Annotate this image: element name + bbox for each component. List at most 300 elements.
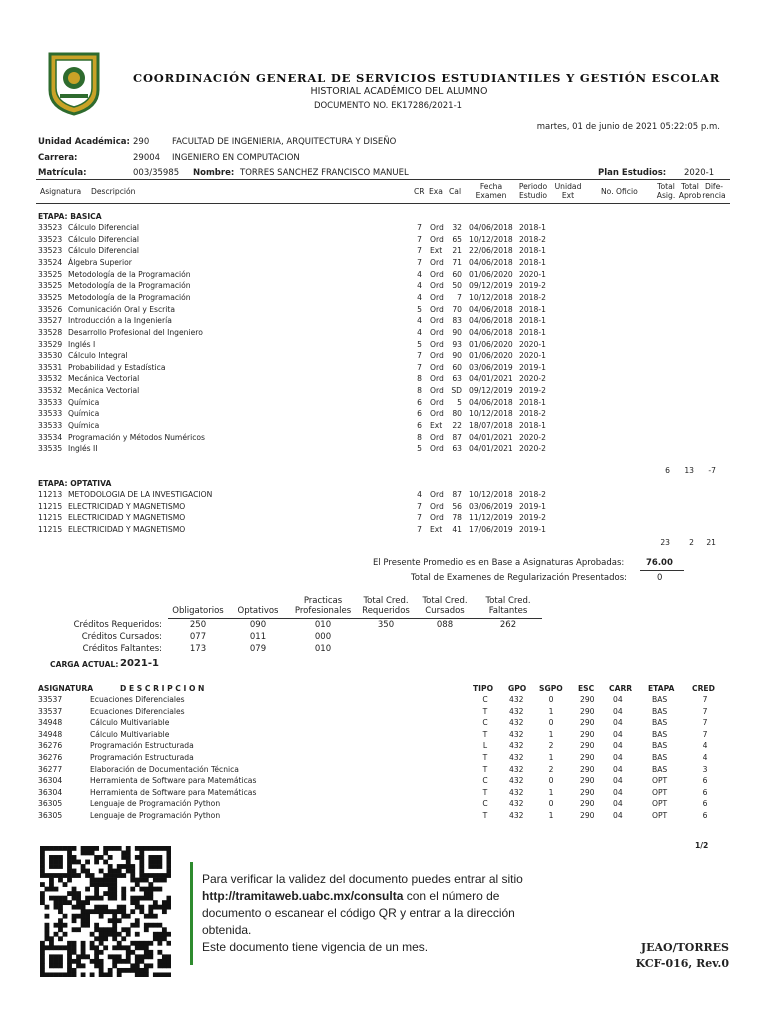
col-diferencia: Dife- rencia [702, 182, 726, 200]
cell-cred: 7 [702, 695, 708, 704]
matricula-value: 003/35985 [133, 168, 180, 178]
cell-code: 36276 [38, 753, 63, 762]
carga-h-carr: CARR [609, 684, 633, 693]
cell-cal: 56 [452, 501, 462, 511]
cell-carr: 04 [613, 799, 623, 809]
cell-descripcion: METODOLOGIA DE LA INVESTIGACION [68, 490, 213, 499]
cred-total-faltantes: 262 [499, 620, 517, 630]
carrera-name: INGENIERO EN COMPUTACION [172, 153, 300, 163]
cell-esc: 290 [580, 799, 595, 809]
cell-cred: 6 [702, 811, 708, 820]
cred-fal-opt: 079 [249, 644, 267, 654]
cell-descripcion: Metodología de la Programación [68, 269, 191, 279]
cred-h-cursados: Total Cred. Cursados [422, 596, 468, 616]
table-row [0, 340, 768, 352]
cell-fecha: 10/12/2018 [469, 292, 513, 302]
cell-sgpo: 0 [548, 799, 554, 809]
cell-cr: 7 [417, 501, 422, 511]
cell-descripcion: Comunicación Oral y Escrita [68, 304, 176, 314]
cell-exa: Ord [430, 281, 444, 291]
cell-periodo: 2018-1 [519, 421, 546, 431]
cell-cr: 6 [417, 421, 422, 431]
cell-sgpo: 1 [548, 787, 554, 797]
table-row [0, 788, 768, 800]
cell-periodo: 2018-1 [519, 304, 546, 314]
cell-sgpo: 0 [548, 718, 554, 728]
regularizacion-label: Total de Examenes de Regularización Presentados: [411, 573, 628, 583]
cell-sgpo: 1 [548, 811, 554, 820]
cell-code: 36305 [38, 811, 63, 820]
cell-carr: 04 [613, 718, 623, 728]
cell-esc: 290 [580, 718, 595, 728]
table-row [0, 707, 768, 719]
cell-descripcion: Cálculo Multivariable [90, 729, 170, 739]
table-row [0, 444, 768, 456]
table-row [0, 525, 768, 537]
cell-exa: Ord [430, 316, 444, 326]
cell-cr: 7 [417, 362, 422, 372]
cell-sgpo: 2 [548, 764, 554, 774]
cell-esc: 290 [580, 787, 595, 797]
cell-periodo: 2018-1 [519, 246, 546, 256]
carga-h-etapa: ETAPA [648, 684, 675, 693]
cell-etapa: BAS [652, 729, 668, 739]
cred-fal-oblig: 173 [189, 644, 207, 654]
cell-tipo: T [482, 729, 488, 739]
cell-carr: 04 [613, 741, 623, 751]
col-periodo: Periodo Estudio [518, 182, 548, 200]
table-row [0, 695, 768, 707]
cell-tipo: C [482, 776, 488, 786]
col-cr: CR [414, 187, 425, 196]
cell-esc: 290 [580, 776, 595, 786]
cell-cal: 71 [452, 257, 462, 267]
cell-fecha: 04/06/2018 [469, 316, 513, 326]
cell-descripcion: Herramienta de Software para Matemáticas [90, 776, 257, 786]
cell-code: 33533 [38, 409, 63, 419]
promedio-label: El Presente Promedio es en Base a Asignaturas Aprobadas: [373, 558, 625, 568]
document-subtitle: HISTORIAL ACADÉMICO DEL ALUMNO [310, 86, 488, 97]
cell-descripcion: Inglés I [68, 339, 96, 349]
cred-h-practicas: Practicas Profesionales [294, 596, 352, 616]
carrera-label: Carrera: [38, 153, 78, 163]
cell-descripcion: Metodología de la Programación [68, 292, 191, 302]
cell-exa: Ord [430, 257, 444, 267]
cell-descripcion: Química [68, 397, 100, 407]
cell-descripcion: Lenguaje de Programación Python [90, 811, 221, 820]
cell-fecha: 17/06/2019 [469, 524, 513, 534]
unidad-code: 290 [133, 137, 150, 147]
cell-descripcion: Química [68, 421, 100, 431]
cell-esc: 290 [580, 764, 595, 774]
cell-descripcion: Cálculo Multivariable [90, 718, 170, 728]
table-row [0, 409, 768, 421]
table-row [0, 351, 768, 363]
cell-carr: 04 [613, 753, 623, 762]
cell-cal: 80 [452, 409, 462, 419]
form-code: KCF-016, Rev.0 [635, 957, 729, 970]
document-number: DOCUMENTO NO. EK17286/2021-1 [313, 101, 463, 111]
cred-fal-label: Créditos Faltantes: [82, 644, 162, 654]
cell-carr: 04 [613, 764, 623, 774]
cell-exa: Ord [430, 339, 444, 349]
cell-periodo: 2019-2 [519, 386, 546, 396]
cell-esc: 290 [580, 695, 595, 704]
cell-periodo: 2019-1 [519, 362, 546, 372]
creditos-rule [168, 618, 542, 619]
cell-code: 33532 [38, 374, 63, 384]
cell-periodo: 2018-2 [519, 234, 546, 244]
cred-req-opt: 090 [249, 620, 267, 630]
col-exa: Exa [429, 187, 443, 196]
cell-descripcion: ELECTRICIDAD Y MAGNETISMO [68, 513, 186, 523]
etapa-optativa-label: ETAPA: OPTATIVA [38, 479, 112, 488]
cell-carr: 04 [613, 706, 623, 716]
cell-descripcion: Programación y Métodos Numéricos [68, 432, 206, 442]
cell-gpo: 432 [509, 764, 524, 774]
cell-gpo: 432 [509, 741, 524, 751]
cell-exa: Ord [430, 304, 444, 314]
cred-req-label: Créditos Requeridos: [73, 620, 162, 630]
cred-h-obligatorios: Obligatorios [172, 606, 224, 616]
cell-periodo: 2019-2 [519, 513, 546, 523]
unidad-name: FACULTAD DE INGENIERIA, ARQUITECTURA Y DISEÑO [172, 137, 397, 147]
cell-cal: 60 [452, 269, 462, 279]
promedio-underline [640, 570, 684, 571]
carga-h-asignatura: ASIGNATURA [38, 684, 94, 693]
cell-descripcion: Herramienta de Software para Matemáticas [90, 787, 257, 797]
cell-tipo: C [482, 718, 488, 728]
cell-exa: Ord [430, 269, 444, 279]
cell-cal: 87 [452, 432, 462, 442]
cell-etapa: BAS [652, 741, 668, 751]
verification-qr-code [40, 846, 171, 977]
cell-cal: 83 [452, 316, 462, 326]
cell-gpo: 432 [509, 811, 524, 820]
cell-periodo: 2019-1 [519, 524, 546, 534]
cell-sgpo: 1 [548, 753, 554, 762]
cell-code: 33534 [38, 432, 63, 442]
cell-periodo: 2018-2 [519, 292, 546, 302]
cell-fecha: 01/06/2020 [469, 339, 513, 349]
cell-cred: 3 [702, 764, 708, 774]
cell-cr: 5 [417, 444, 422, 454]
cell-descripcion: Introducción a la Ingeniería [68, 316, 172, 326]
cell-descripcion: Ecuaciones Diferenciales [90, 706, 185, 716]
cell-cred: 6 [702, 787, 708, 797]
cell-fecha: 04/01/2021 [469, 444, 513, 454]
table-row [0, 421, 768, 433]
table-row [0, 258, 768, 270]
cell-cal: 7 [457, 292, 462, 302]
table-row [0, 386, 768, 398]
cell-descripcion: Lenguaje de Programación Python [90, 799, 221, 809]
cell-code: 33525 [38, 292, 63, 302]
regularizacion-value: 0 [657, 573, 663, 583]
table-row [0, 363, 768, 375]
table-row [0, 398, 768, 410]
cred-req-oblig: 250 [189, 620, 207, 630]
cell-cr: 6 [417, 409, 422, 419]
cell-fecha: 04/06/2018 [469, 223, 513, 232]
cell-tipo: T [482, 706, 488, 716]
plan-label: Plan Estudios: [598, 168, 667, 178]
cell-cr: 4 [417, 316, 422, 326]
cell-cr: 7 [417, 524, 422, 534]
col-oficio: No. Oficio [601, 187, 638, 196]
cell-tipo: C [482, 695, 488, 704]
cell-cal: 5 [457, 397, 462, 407]
cell-carr: 04 [613, 776, 623, 786]
cell-code: 36277 [38, 764, 63, 774]
cell-cr: 7 [417, 223, 422, 232]
cell-carr: 04 [613, 787, 623, 797]
cell-exa: Ord [430, 432, 444, 442]
cell-tipo: T [482, 764, 488, 774]
cell-tipo: T [482, 753, 488, 762]
cell-fecha: 04/01/2021 [469, 374, 513, 384]
cell-cred: 6 [702, 799, 708, 809]
cell-exa: Ord [430, 501, 444, 511]
cell-gpo: 432 [509, 718, 524, 728]
cell-code: 33537 [38, 695, 63, 704]
cell-descripcion: Desarrollo Profesional del Ingeniero [68, 327, 203, 337]
table-row [0, 235, 768, 247]
cell-descripcion: Metodología de la Programación [68, 281, 191, 291]
cred-total-requeridos: 350 [377, 620, 395, 630]
signature-initials: JEAO/TORRES [640, 941, 729, 954]
cell-periodo: 2018-2 [519, 490, 546, 499]
col-descripcion: Descripción [91, 187, 136, 196]
cell-descripcion: Inglés II [68, 444, 98, 454]
cell-sgpo: 0 [548, 776, 554, 786]
cell-periodo: 2020-1 [519, 351, 546, 361]
cell-fecha: 09/12/2019 [469, 281, 513, 291]
cell-descripcion: Cálculo Integral [68, 351, 128, 361]
cell-fecha: 10/12/2018 [469, 234, 513, 244]
cell-exa: Ord [430, 490, 444, 499]
cell-cr: 7 [417, 351, 422, 361]
cell-code: 33533 [38, 421, 63, 431]
carga-h-cred: CRED [692, 684, 715, 693]
cell-descripcion: Probabilidad y Estadística [68, 362, 166, 372]
cell-code: 36304 [38, 776, 63, 786]
table-row [0, 490, 768, 502]
cell-code: 33530 [38, 351, 63, 361]
unidad-label: Unidad Académica: [38, 137, 130, 147]
cred-h-optativos: Optativos [237, 606, 279, 616]
cell-sgpo: 0 [548, 695, 554, 704]
cell-carr: 04 [613, 695, 623, 704]
table-row [0, 270, 768, 282]
carga-h-sgpo: SGPO [539, 684, 563, 693]
cell-cal: 60 [452, 362, 462, 372]
cell-cred: 4 [702, 753, 708, 762]
cell-code: 36276 [38, 741, 63, 751]
cell-fecha: 10/12/2018 [469, 409, 513, 419]
cell-fecha: 18/07/2018 [469, 421, 513, 431]
cell-periodo: 2018-1 [519, 316, 546, 326]
cell-periodo: 2018-1 [519, 327, 546, 337]
cell-cred: 7 [702, 718, 708, 728]
cell-fecha: 03/06/2019 [469, 362, 513, 372]
promedio-value: 76.00 [646, 558, 673, 568]
table-row [0, 281, 768, 293]
carga-periodo: 2021-1 [120, 658, 159, 669]
optativa-total-asig: 23 [660, 538, 670, 547]
cell-descripcion: Programación Estructurada [90, 741, 194, 751]
cell-descripcion: Cálculo Diferencial [68, 234, 140, 244]
cell-cr: 4 [417, 269, 422, 279]
cred-h-requeridos: Total Cred. Requeridos [362, 596, 410, 616]
carrera-code: 29004 [133, 153, 161, 163]
cell-etapa: BAS [652, 753, 668, 762]
cell-exa: Ord [430, 444, 444, 454]
cell-code: 33525 [38, 281, 63, 291]
cell-exa: Ord [430, 327, 444, 337]
cell-code: 11215 [38, 513, 63, 523]
cell-cred: 4 [702, 741, 708, 751]
cell-code: 34948 [38, 729, 63, 739]
matricula-label: Matrícula: [38, 168, 87, 178]
table-row [0, 316, 768, 328]
cell-code: 33528 [38, 327, 63, 337]
cell-periodo: 2019-2 [519, 281, 546, 291]
header-bottom-rule [36, 203, 730, 204]
cell-carr: 04 [613, 729, 623, 739]
cell-fecha: 04/06/2018 [469, 257, 513, 267]
cell-descripcion: ELECTRICIDAD Y MAGNETISMO [68, 524, 186, 534]
cell-exa: Ext [430, 246, 443, 256]
cell-code: 33523 [38, 246, 63, 256]
cell-code: 36305 [38, 799, 63, 809]
cell-exa: Ord [430, 351, 444, 361]
cell-fecha: 04/06/2018 [469, 327, 513, 337]
cell-exa: Ext [430, 421, 443, 431]
cell-periodo: 2020-2 [519, 432, 546, 442]
cell-descripcion: Cálculo Diferencial [68, 223, 140, 232]
cell-code: 33533 [38, 397, 63, 407]
table-row [0, 753, 768, 765]
cell-cr: 5 [417, 304, 422, 314]
cell-code: 33525 [38, 269, 63, 279]
cell-code: 33532 [38, 386, 63, 396]
cell-cal: 63 [452, 444, 462, 454]
cell-exa: Ord [430, 513, 444, 523]
basica-total-asig: 6 [665, 466, 670, 475]
cell-cr: 8 [417, 374, 422, 384]
issue-date: martes, 01 de junio de 2021 05:22:05 p.m. [536, 122, 720, 132]
table-row [0, 718, 768, 730]
table-row [0, 513, 768, 525]
cell-cr: 5 [417, 339, 422, 349]
plan-value: 2020-1 [684, 168, 715, 178]
cell-cal: 87 [452, 490, 462, 499]
cell-fecha: 11/12/2019 [469, 513, 513, 523]
cell-code: 11215 [38, 501, 63, 511]
cell-descripcion: Elaboración de Documentación Técnica [90, 764, 239, 774]
cell-cal: 63 [452, 374, 462, 384]
cell-cr: 8 [417, 432, 422, 442]
cell-sgpo: 2 [548, 741, 554, 751]
cred-fal-prac: 010 [314, 644, 332, 654]
cell-descripcion: Química [68, 409, 100, 419]
carga-h-tipo: TIPO [473, 684, 494, 693]
cell-code: 11215 [38, 524, 63, 534]
table-row [0, 374, 768, 386]
cell-cal: 78 [452, 513, 462, 523]
cred-cur-label: Créditos Cursados: [81, 632, 162, 642]
verify-url-link[interactable]: http://tramitaweb.uabc.mx/consulta [202, 889, 404, 903]
table-row [0, 799, 768, 811]
cell-periodo: 2018-2 [519, 409, 546, 419]
cell-descripcion: Mecánica Vectorial [68, 374, 140, 384]
cell-cal: 90 [452, 351, 462, 361]
cell-cal: 93 [452, 339, 462, 349]
cell-tipo: T [482, 787, 488, 797]
cell-periodo: 2020-2 [519, 444, 546, 454]
nombre-label: Nombre: [193, 168, 235, 178]
cell-code: 34948 [38, 718, 63, 728]
cell-etapa: OPT [652, 811, 668, 820]
cell-cal: 70 [452, 304, 462, 314]
cell-cal: 41 [452, 524, 462, 534]
cell-exa: Ord [430, 374, 444, 384]
cell-sgpo: 1 [548, 729, 554, 739]
cell-exa: Ext [430, 524, 443, 534]
col-total-asig: Total Asig. [656, 182, 676, 200]
table-row [0, 730, 768, 742]
cell-code: 33523 [38, 234, 63, 244]
cell-fecha: 04/06/2018 [469, 397, 513, 407]
etapa-basica-label: ETAPA: BASICA [38, 212, 102, 221]
table-row [0, 502, 768, 514]
institution-title: COORDINACIÓN GENERAL DE SERVICIOS ESTUDIANTILES Y GESTIÓN ESCOLAR [133, 71, 721, 85]
cell-code: 33526 [38, 304, 63, 314]
cell-exa: Ord [430, 409, 444, 419]
cell-exa: Ord [430, 362, 444, 372]
cell-gpo: 432 [509, 776, 524, 786]
cell-code: 36304 [38, 787, 63, 797]
verify-accent-bar [190, 862, 193, 965]
table-row [0, 246, 768, 258]
carga-h-esc: ESC [578, 684, 595, 693]
cell-cred: 7 [702, 729, 708, 739]
table-row [0, 776, 768, 788]
cell-cal: SD [451, 386, 462, 396]
cell-esc: 290 [580, 741, 595, 751]
cell-gpo: 432 [509, 729, 524, 739]
cell-gpo: 432 [509, 753, 524, 762]
cell-cr: 4 [417, 327, 422, 337]
optativa-total-aprob: 2 [689, 538, 694, 547]
table-row [0, 223, 768, 235]
cell-cal: 21 [452, 246, 462, 256]
cell-descripcion: Cálculo Diferencial [68, 246, 140, 256]
col-unidad: Unidad Ext [554, 182, 582, 200]
cell-exa: Ord [430, 234, 444, 244]
basica-diferencia: -7 [708, 466, 716, 475]
cell-etapa: BAS [652, 706, 668, 716]
cell-gpo: 432 [509, 706, 524, 716]
table-row [0, 305, 768, 317]
cell-descripcion: Álgebra Superior [68, 257, 132, 267]
carga-h-gpo: GPO [508, 684, 527, 693]
table-row [0, 328, 768, 340]
cell-fecha: 04/01/2021 [469, 432, 513, 442]
cred-cur-oblig: 077 [189, 632, 207, 642]
cell-descripcion: ELECTRICIDAD Y MAGNETISMO [68, 501, 186, 511]
